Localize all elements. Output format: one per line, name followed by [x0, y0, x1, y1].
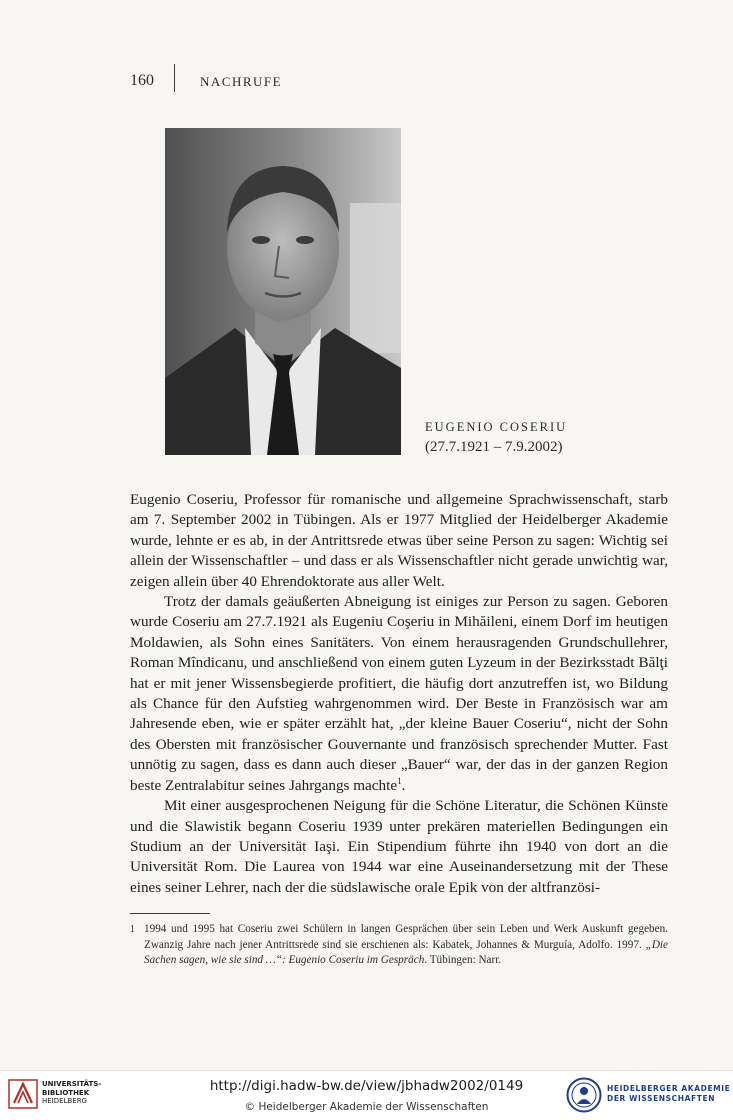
permalink-url[interactable]: http://digi.hadw-bw.de/view/jbhadw2002/0149 [209, 1078, 524, 1094]
academy-seal-icon[interactable] [566, 1077, 602, 1113]
footnote-text [144, 922, 668, 969]
academy-line-2: DER WISSENSCHAFTEN [607, 1094, 716, 1103]
footnote-text-a: 1994 und 1995 hat Coseriu zwei Schülern in langen Gesprächen über sein Leben und Werk Auskunft gegeben. Zwanzig Jahre nach jener Antrittsrede sind sie erschienen als: Kabatek, Johannes & Murguía, Adolfo. 1997. [144, 923, 668, 951]
portrait-photo [165, 128, 401, 455]
portrait-image [165, 128, 401, 455]
footnote-reference[interactable]: 1 [397, 775, 402, 786]
viewer-footer [0, 1070, 733, 1120]
footnote-divider [130, 913, 210, 914]
copyright-notice: © Heidelberger Akademie der Wissenschaften [244, 1101, 489, 1113]
obituary-body [130, 490, 668, 898]
paragraph-2: Trotz der damals geäußerten Abneigung ist einiges zur Person zu sagen. Geboren wurde Coseriu am 27.7.1921 als Eugeniu Coşeriu in Mihăileni, einem Dorf im heutigen Moldawien, als Sohn eines Sanitäters. Von einem herausragenden Grundschullehrer, Roman Mîndicanu, und anschließend von einem guten Lyzeum in der Bezirksstadt Bălţi hat er mit jener Wissensbegierde profitiert, die häufig dort anzutreffen ist, wo Bildung als Chance für den Aufstieg wahrgenommen wird. Der Beste in Französisch war am Jahresende eben, wie er später erzählt hat, „der kleine Bauer Coseriu“, nicht der Sohn des Obersten mit französischer Gouvernante und französisch sprechender Mutter. Fast unnötig zu sagen, dass es dann auch dieser „Bauer“ war, der das in der ganzen Region beste Zentralabitur seines Jahrgangs machte$^1$. [130, 593, 668, 794]
caption-dates: (27.7.1921 – 7.9.2002) [425, 439, 563, 455]
library-line-2: BIBLIOTHEK [42, 1088, 90, 1097]
footnote [130, 922, 668, 969]
footnote-number: 1 [130, 924, 135, 935]
paragraph-2-text: Trotz der damals geäußerten Abneigung ist einiges zur Person zu sagen. Geboren wurde Coseriu am 27.7.1921 als Eugeniu Coşeriu in Mihăileni, einem Dorf im heutigen Moldawien, als Sohn eines Sanitäters. Von einem herausragenden Grundschullehrer, Roman Mîndicanu, und anschließend von einem guten Lyzeum in der Bezirksstadt Bălţi hat er mit jener Wissensbegierde profitiert, die häufig dort anzutreffen ist, wo Bildung als Chance für den Aufstieg wahrgenommen wird. Der Beste in Französisch war am Jahresende eben, wie er später erzählt hat, „der kleine Bauer Coseriu“, nicht der Sohn des Obersten mit französischer Gouvernante und französisch sprechender Mutter. Fast unnötig zu sagen, dass es dann auch dieser „Bauer“ war, der das in der ganzen Region beste Zentralabitur seines Jahrgangs machte [130, 593, 668, 794]
library-line-3: HEIDELBERG [42, 1097, 87, 1105]
paragraph-3: Mit einer ausgesprochenen Neigung für die Schöne Literatur, die Schönen Künste und die Slawistik begann Coseriu 1939 unter prekären materiellen Bedingungen ein Studium an der Universität Iaşi. Ein Stipendium führte ihn 1940 von dort an die Universität Rom. Die Laurea von 1944 war eine Auseinandersetzung mit der These eines seiner Lehrer, nach der die südslawische orale Epik von der altfranzösi- [130, 797, 668, 896]
footnote-text-b: . Tübingen: Narr. [424, 954, 502, 966]
page-number: 160 [130, 72, 154, 89]
library-line-1: UNIVERSITÄTS- [42, 1080, 102, 1088]
caption-name: EUGENIO COSERIU [425, 420, 568, 434]
header-divider [174, 64, 175, 92]
photo-caption [425, 420, 567, 456]
academy-line-1: HEIDELBERGER AKADEMIE [607, 1084, 731, 1093]
footnote-book-title: „Die Sachen sagen, wie sie sind …“: Eugenio Coseriu im Gespräch [144, 938, 668, 966]
academy-label [607, 1084, 730, 1104]
section-title: NACHRUFE [200, 74, 283, 89]
paragraph-1: Eugenio Coseriu, Professor für romanische und allgemeine Sprachwissenschaft, starb am 7. September 2002 in Tübingen. Als er 1977 Mitglied der Heidelberger Akademie wurde, lehnte er es ab, in der Antrittsrede etwas über seine Person zu sagen: Wichtig sei allein der Wissenschaftler – und dass er als Wissenschaftler nicht gerade unwichtig war, zeigen allein über 40 Ehrendoktorate aus aller Welt. [130, 491, 668, 590]
